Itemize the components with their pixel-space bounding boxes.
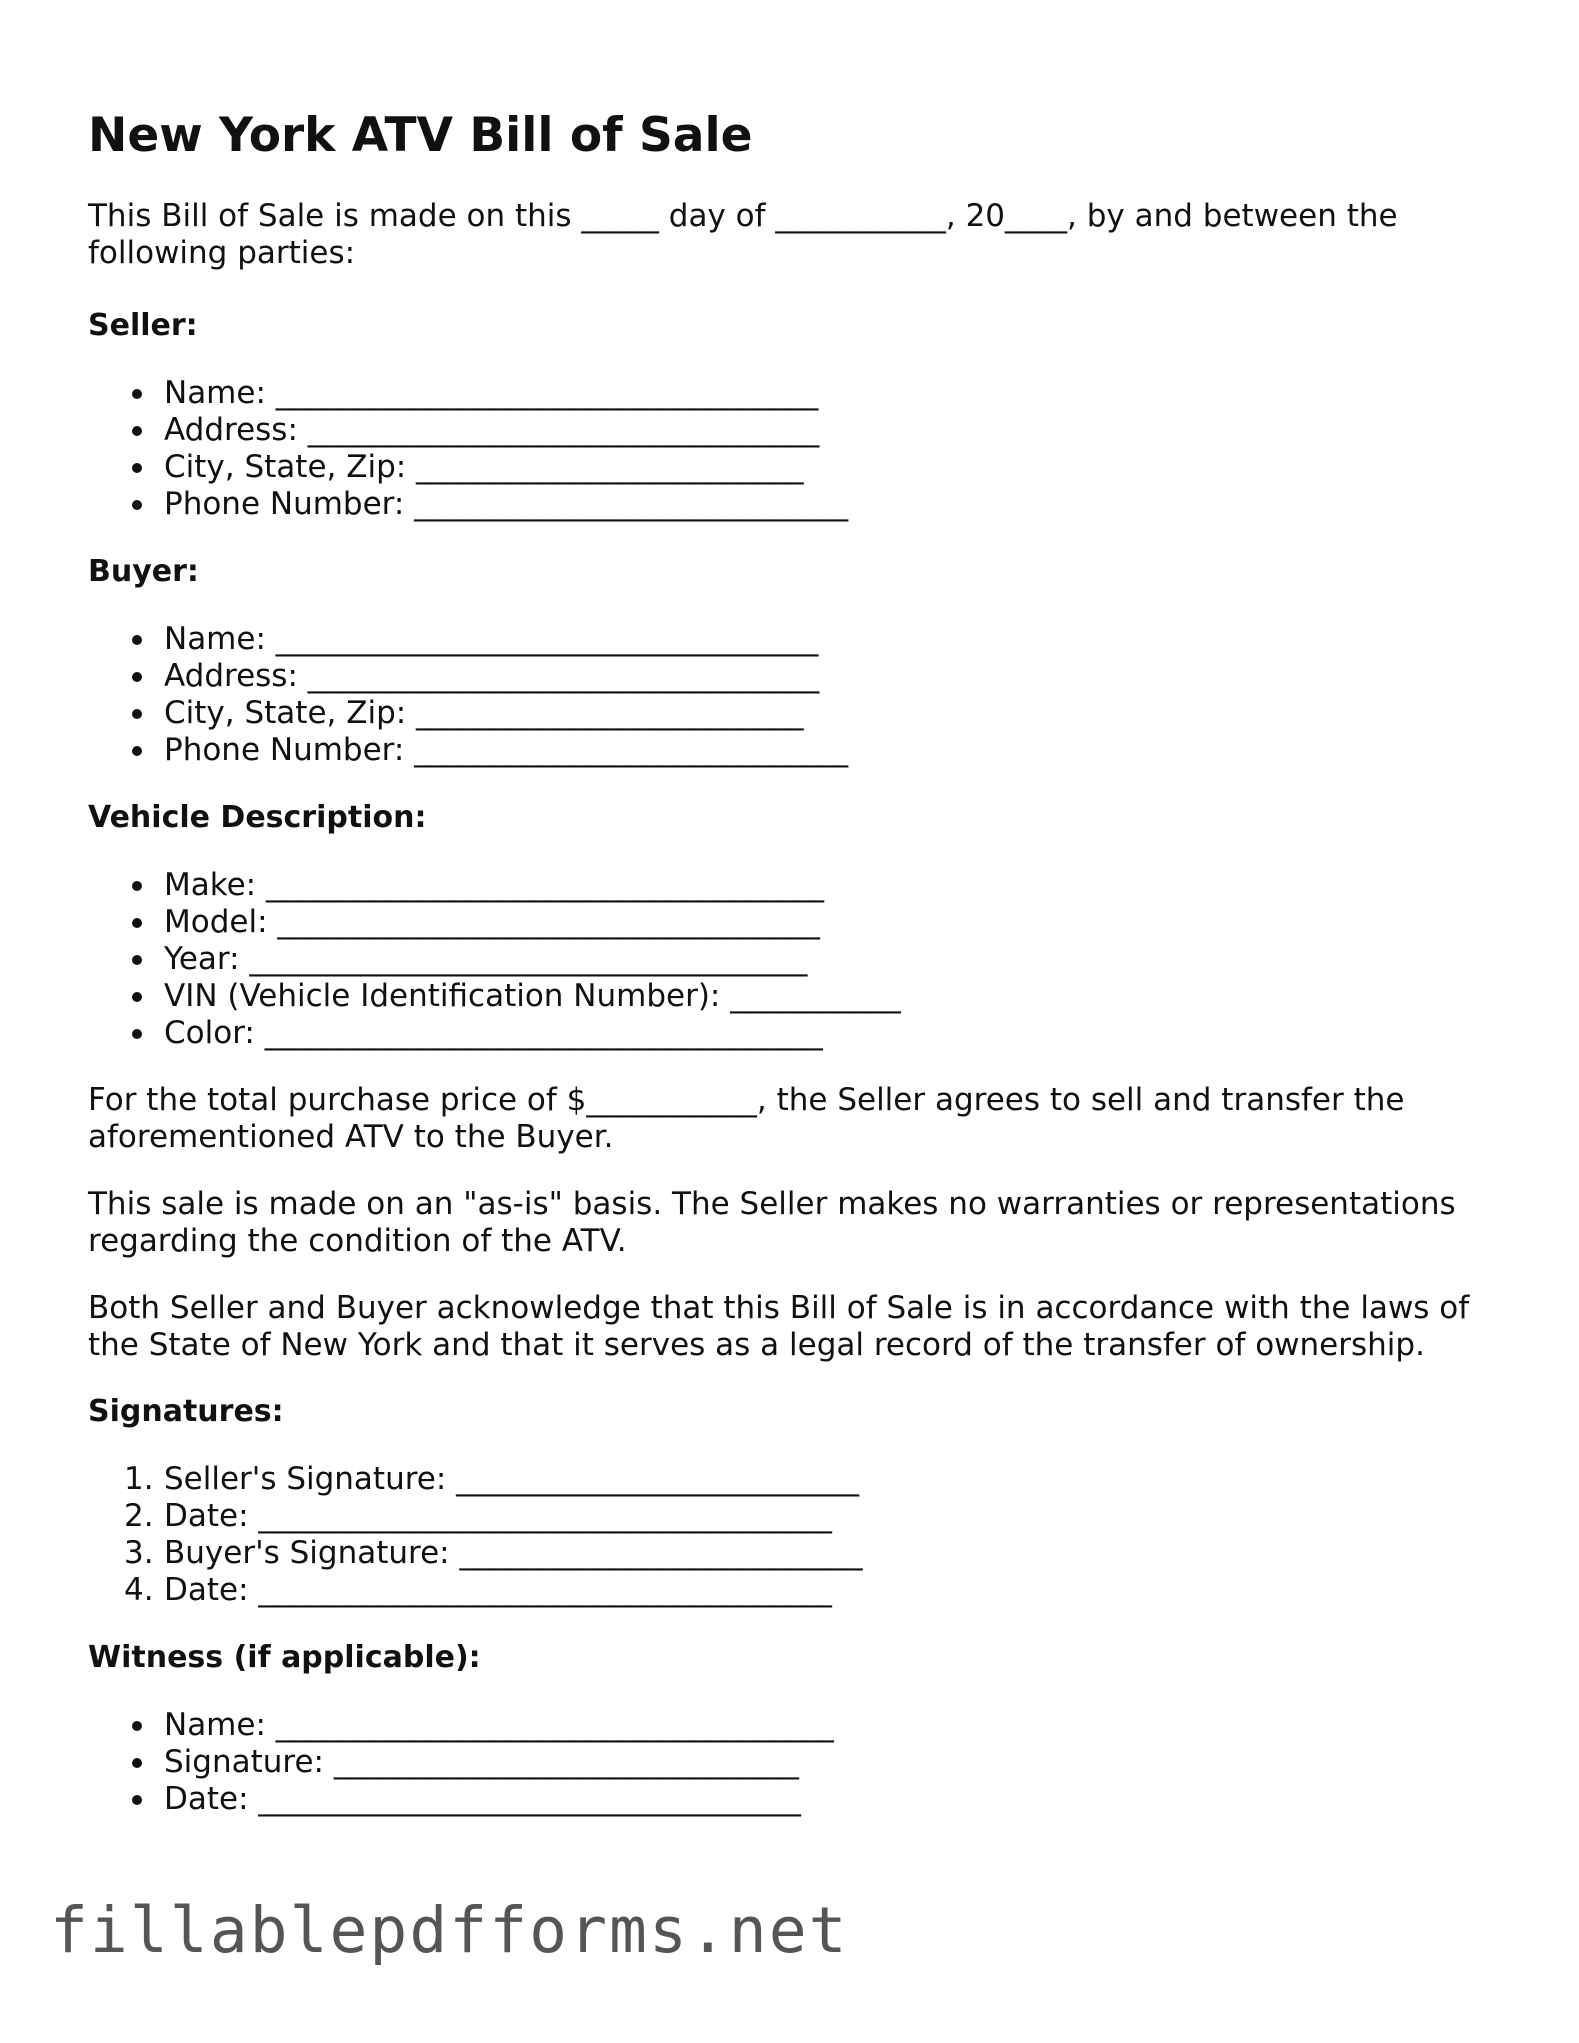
price-paragraph: For the total purchase price of $___________, the Seller agrees to sell and transfer the aforementioned ATV to the Buyer. <box>88 1082 1405 1155</box>
seller-date-item[interactable]: 2. Date: _____________________________________ <box>124 1498 832 1534</box>
seller-phone-item[interactable]: Phone Number: ____________________________ <box>164 486 848 523</box>
list-number: 3. <box>124 1535 154 1571</box>
bullet-icon <box>132 500 142 510</box>
buyer-date-item[interactable]: 4. Date: _____________________________________ <box>124 1572 832 1608</box>
bullet-icon <box>132 1721 142 1731</box>
vehicle-color-item[interactable]: Color: ____________________________________ <box>164 1015 901 1052</box>
witness-date-item[interactable]: Date: ___________________________________ <box>164 1781 834 1818</box>
bullet-icon <box>132 635 142 645</box>
bullet-icon <box>132 1795 142 1805</box>
seller-address-item[interactable]: Address: _________________________________ <box>164 412 848 449</box>
seller-heading: Seller: <box>88 308 198 343</box>
witness-heading: Witness (if applicable): <box>88 1640 481 1675</box>
bullet-icon <box>132 1029 142 1039</box>
signatures-list <box>124 1461 863 1609</box>
witness-name-item[interactable]: Name: ____________________________________ <box>164 1707 834 1744</box>
buyer-city-item[interactable]: City, State, Zip: _________________________ <box>164 695 848 732</box>
buyer-list <box>164 621 848 769</box>
bullet-icon <box>132 426 142 436</box>
buyer-heading: Buyer: <box>88 554 199 589</box>
bullet-icon <box>132 746 142 756</box>
list-number: 4. <box>124 1572 154 1608</box>
seller-signature-item[interactable]: 1. Seller's Signature: __________________________ <box>124 1461 860 1497</box>
list-number: 1. <box>124 1461 154 1497</box>
acknowledge-paragraph: Both Seller and Buyer acknowledge that this Bill of Sale is in accordance with the laws of the State of New York and that it serves as a legal record of the transfer of ownership. <box>88 1290 1470 1363</box>
as-is-paragraph: This sale is made on an "as-is" basis. The Seller makes no warranties or representations regarding the condition of the ATV. <box>88 1186 1456 1259</box>
bullet-icon <box>132 955 142 965</box>
list-number: 2. <box>124 1498 154 1534</box>
witness-list <box>164 1707 834 1818</box>
buyer-phone-item[interactable]: Phone Number: ____________________________ <box>164 732 848 769</box>
bullet-icon <box>132 709 142 719</box>
bullet-icon <box>132 881 142 891</box>
intro-paragraph: This Bill of Sale is made on this _____ day of ___________, 20____, by and between the following parties: <box>88 198 1398 271</box>
bullet-icon <box>132 992 142 1002</box>
vehicle-list <box>164 867 901 1052</box>
buyer-name-item[interactable]: Name: ___________________________________ <box>164 621 848 658</box>
watermark-text: fillablepdfforms.net <box>50 1894 849 1967</box>
document-title: New York ATV Bill of Sale <box>88 108 753 163</box>
witness-signature-item[interactable]: Signature: ______________________________ <box>164 1744 834 1781</box>
buyer-address-item[interactable]: Address: _________________________________ <box>164 658 848 695</box>
seller-city-item[interactable]: City, State, Zip: _________________________ <box>164 449 848 486</box>
bullet-icon <box>132 1758 142 1768</box>
vehicle-vin-item[interactable]: VIN (Vehicle Identification Number): ___________ <box>164 978 901 1015</box>
vehicle-heading: Vehicle Description: <box>88 800 427 835</box>
buyer-signature-item[interactable]: 3. Buyer's Signature: __________________________ <box>124 1535 863 1571</box>
bullet-icon <box>132 672 142 682</box>
vehicle-year-item[interactable]: Year: ____________________________________ <box>164 941 901 978</box>
bullet-icon <box>132 918 142 928</box>
signatures-heading: Signatures: <box>88 1394 284 1429</box>
bullet-icon <box>132 463 142 473</box>
vehicle-model-item[interactable]: Model: ___________________________________ <box>164 904 901 941</box>
bullet-icon <box>132 389 142 399</box>
seller-name-item[interactable]: Name: ___________________________________ <box>164 375 848 412</box>
seller-list <box>164 375 848 523</box>
vehicle-make-item[interactable]: Make: ____________________________________ <box>164 867 901 904</box>
